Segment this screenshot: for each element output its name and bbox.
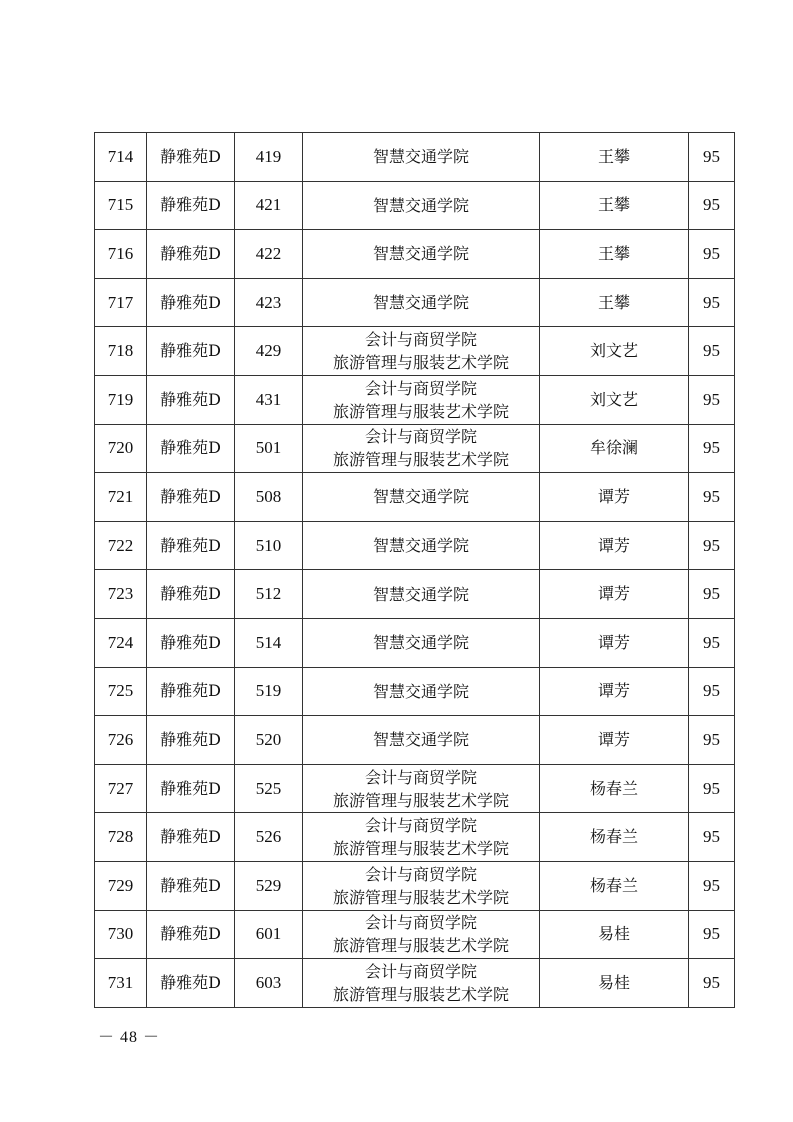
score-cell: 95 xyxy=(689,618,735,667)
college-cell xyxy=(303,424,540,473)
college-cell xyxy=(303,181,540,230)
score-cell: 95 xyxy=(689,861,735,910)
person-cell: 杨春兰 xyxy=(540,764,689,813)
building-cell: 静雅苑D xyxy=(147,959,235,1008)
room-cell: 501 xyxy=(235,424,303,473)
college-cell xyxy=(303,133,540,182)
score-cell: 95 xyxy=(689,424,735,473)
building-cell: 静雅苑D xyxy=(147,667,235,716)
table-row xyxy=(95,327,735,376)
person-cell: 谭芳 xyxy=(540,473,689,522)
score-cell: 95 xyxy=(689,959,735,1008)
room-cell: 514 xyxy=(235,618,303,667)
college-name: 会计与商贸学院 xyxy=(364,767,477,787)
person-cell: 王攀 xyxy=(540,133,689,182)
dormitory-score-table xyxy=(94,132,735,1008)
row-number-cell: 729 xyxy=(95,861,147,910)
college-name: 会计与商贸学院 xyxy=(364,427,477,447)
table-row xyxy=(95,181,735,230)
college-name: 会计与商贸学院 xyxy=(364,330,477,350)
person-cell: 刘文艺 xyxy=(540,375,689,424)
score-cell: 95 xyxy=(689,667,735,716)
score-cell: 95 xyxy=(689,133,735,182)
row-number-cell: 715 xyxy=(95,181,147,230)
college-name: 智慧交通学院 xyxy=(372,730,469,750)
college-name: 旅游管理与服装艺术学院 xyxy=(332,790,509,810)
table-row xyxy=(95,618,735,667)
score-cell: 95 xyxy=(689,813,735,862)
college-cell xyxy=(303,910,540,959)
table-row xyxy=(95,716,735,765)
row-number-cell: 730 xyxy=(95,910,147,959)
person-cell: 王攀 xyxy=(540,230,689,279)
table-row xyxy=(95,667,735,716)
table-row xyxy=(95,521,735,570)
row-number-cell: 722 xyxy=(95,521,147,570)
college-name: 旅游管理与服装艺术学院 xyxy=(332,887,509,907)
page-number: － 48 － xyxy=(98,1029,161,1046)
college-name: 旅游管理与服装艺术学院 xyxy=(332,450,509,470)
table-row xyxy=(95,813,735,862)
score-cell: 95 xyxy=(689,570,735,619)
table-row xyxy=(95,910,735,959)
college-cell xyxy=(303,521,540,570)
person-cell: 谭芳 xyxy=(540,716,689,765)
college-cell xyxy=(303,473,540,522)
table-row xyxy=(95,959,735,1008)
row-number-cell: 725 xyxy=(95,667,147,716)
person-cell: 谭芳 xyxy=(540,667,689,716)
building-cell: 静雅苑D xyxy=(147,618,235,667)
college-name: 会计与商贸学院 xyxy=(364,816,477,836)
college-name: 旅游管理与服装艺术学院 xyxy=(332,839,509,859)
table-row xyxy=(95,861,735,910)
table-row xyxy=(95,230,735,279)
building-cell: 静雅苑D xyxy=(147,861,235,910)
college-name: 智慧交通学院 xyxy=(372,487,469,507)
building-cell: 静雅苑D xyxy=(147,230,235,279)
row-number-cell: 717 xyxy=(95,278,147,327)
room-cell: 421 xyxy=(235,181,303,230)
building-cell: 静雅苑D xyxy=(147,473,235,522)
table-body xyxy=(95,133,735,1008)
table-row xyxy=(95,473,735,522)
college-name: 旅游管理与服装艺术学院 xyxy=(332,353,509,373)
room-cell: 525 xyxy=(235,764,303,813)
table-row xyxy=(95,764,735,813)
college-name: 智慧交通学院 xyxy=(372,147,469,167)
building-cell: 静雅苑D xyxy=(147,910,235,959)
room-cell: 423 xyxy=(235,278,303,327)
college-name: 旅游管理与服装艺术学院 xyxy=(332,984,509,1004)
row-number-cell: 723 xyxy=(95,570,147,619)
room-cell: 512 xyxy=(235,570,303,619)
college-name: 智慧交通学院 xyxy=(372,195,469,215)
college-cell xyxy=(303,813,540,862)
row-number-cell: 726 xyxy=(95,716,147,765)
building-cell: 静雅苑D xyxy=(147,521,235,570)
score-cell: 95 xyxy=(689,910,735,959)
college-cell xyxy=(303,230,540,279)
table-row xyxy=(95,133,735,182)
college-cell xyxy=(303,667,540,716)
building-cell: 静雅苑D xyxy=(147,181,235,230)
row-number-cell: 716 xyxy=(95,230,147,279)
college-cell xyxy=(303,861,540,910)
room-cell: 508 xyxy=(235,473,303,522)
building-cell: 静雅苑D xyxy=(147,424,235,473)
building-cell: 静雅苑D xyxy=(147,375,235,424)
building-cell: 静雅苑D xyxy=(147,278,235,327)
college-cell xyxy=(303,327,540,376)
row-number-cell: 721 xyxy=(95,473,147,522)
college-cell xyxy=(303,959,540,1008)
score-cell: 95 xyxy=(689,521,735,570)
person-cell: 王攀 xyxy=(540,181,689,230)
room-cell: 526 xyxy=(235,813,303,862)
building-cell: 静雅苑D xyxy=(147,570,235,619)
room-cell: 422 xyxy=(235,230,303,279)
building-cell: 静雅苑D xyxy=(147,813,235,862)
score-cell: 95 xyxy=(689,278,735,327)
building-cell: 静雅苑D xyxy=(147,716,235,765)
college-name: 智慧交通学院 xyxy=(372,681,469,701)
college-name: 会计与商贸学院 xyxy=(364,378,477,398)
college-cell xyxy=(303,716,540,765)
table-row xyxy=(95,424,735,473)
person-cell: 谭芳 xyxy=(540,618,689,667)
college-name: 会计与商贸学院 xyxy=(364,913,477,933)
score-cell: 95 xyxy=(689,327,735,376)
room-cell: 419 xyxy=(235,133,303,182)
building-cell: 静雅苑D xyxy=(147,133,235,182)
college-name: 旅游管理与服装艺术学院 xyxy=(332,401,509,421)
college-cell xyxy=(303,375,540,424)
room-cell: 603 xyxy=(235,959,303,1008)
person-cell: 杨春兰 xyxy=(540,861,689,910)
person-cell: 谭芳 xyxy=(540,570,689,619)
score-cell: 95 xyxy=(689,716,735,765)
college-name: 智慧交通学院 xyxy=(372,584,469,604)
person-cell: 易桂 xyxy=(540,910,689,959)
person-cell: 刘文艺 xyxy=(540,327,689,376)
college-cell xyxy=(303,764,540,813)
room-cell: 601 xyxy=(235,910,303,959)
person-cell: 王攀 xyxy=(540,278,689,327)
room-cell: 529 xyxy=(235,861,303,910)
row-number-cell: 731 xyxy=(95,959,147,1008)
college-cell xyxy=(303,278,540,327)
college-name: 智慧交通学院 xyxy=(372,536,469,556)
room-cell: 510 xyxy=(235,521,303,570)
person-cell: 杨春兰 xyxy=(540,813,689,862)
score-cell: 95 xyxy=(689,473,735,522)
building-cell: 静雅苑D xyxy=(147,327,235,376)
room-cell: 429 xyxy=(235,327,303,376)
college-cell xyxy=(303,618,540,667)
row-number-cell: 727 xyxy=(95,764,147,813)
college-cell xyxy=(303,570,540,619)
row-number-cell: 719 xyxy=(95,375,147,424)
room-cell: 520 xyxy=(235,716,303,765)
room-cell: 519 xyxy=(235,667,303,716)
college-name: 会计与商贸学院 xyxy=(364,961,477,981)
row-number-cell: 718 xyxy=(95,327,147,376)
score-cell: 95 xyxy=(689,230,735,279)
row-number-cell: 714 xyxy=(95,133,147,182)
table-row xyxy=(95,375,735,424)
table-row xyxy=(95,278,735,327)
score-cell: 95 xyxy=(689,764,735,813)
person-cell: 谭芳 xyxy=(540,521,689,570)
room-cell: 431 xyxy=(235,375,303,424)
row-number-cell: 720 xyxy=(95,424,147,473)
person-cell: 牟徐澜 xyxy=(540,424,689,473)
college-name: 智慧交通学院 xyxy=(372,633,469,653)
college-name: 智慧交通学院 xyxy=(372,293,469,313)
score-cell: 95 xyxy=(689,181,735,230)
score-cell: 95 xyxy=(689,375,735,424)
college-name: 智慧交通学院 xyxy=(372,244,469,264)
college-name: 会计与商贸学院 xyxy=(364,864,477,884)
person-cell: 易桂 xyxy=(540,959,689,1008)
building-cell: 静雅苑D xyxy=(147,764,235,813)
row-number-cell: 724 xyxy=(95,618,147,667)
table-row xyxy=(95,570,735,619)
row-number-cell: 728 xyxy=(95,813,147,862)
college-name: 旅游管理与服装艺术学院 xyxy=(332,936,509,956)
